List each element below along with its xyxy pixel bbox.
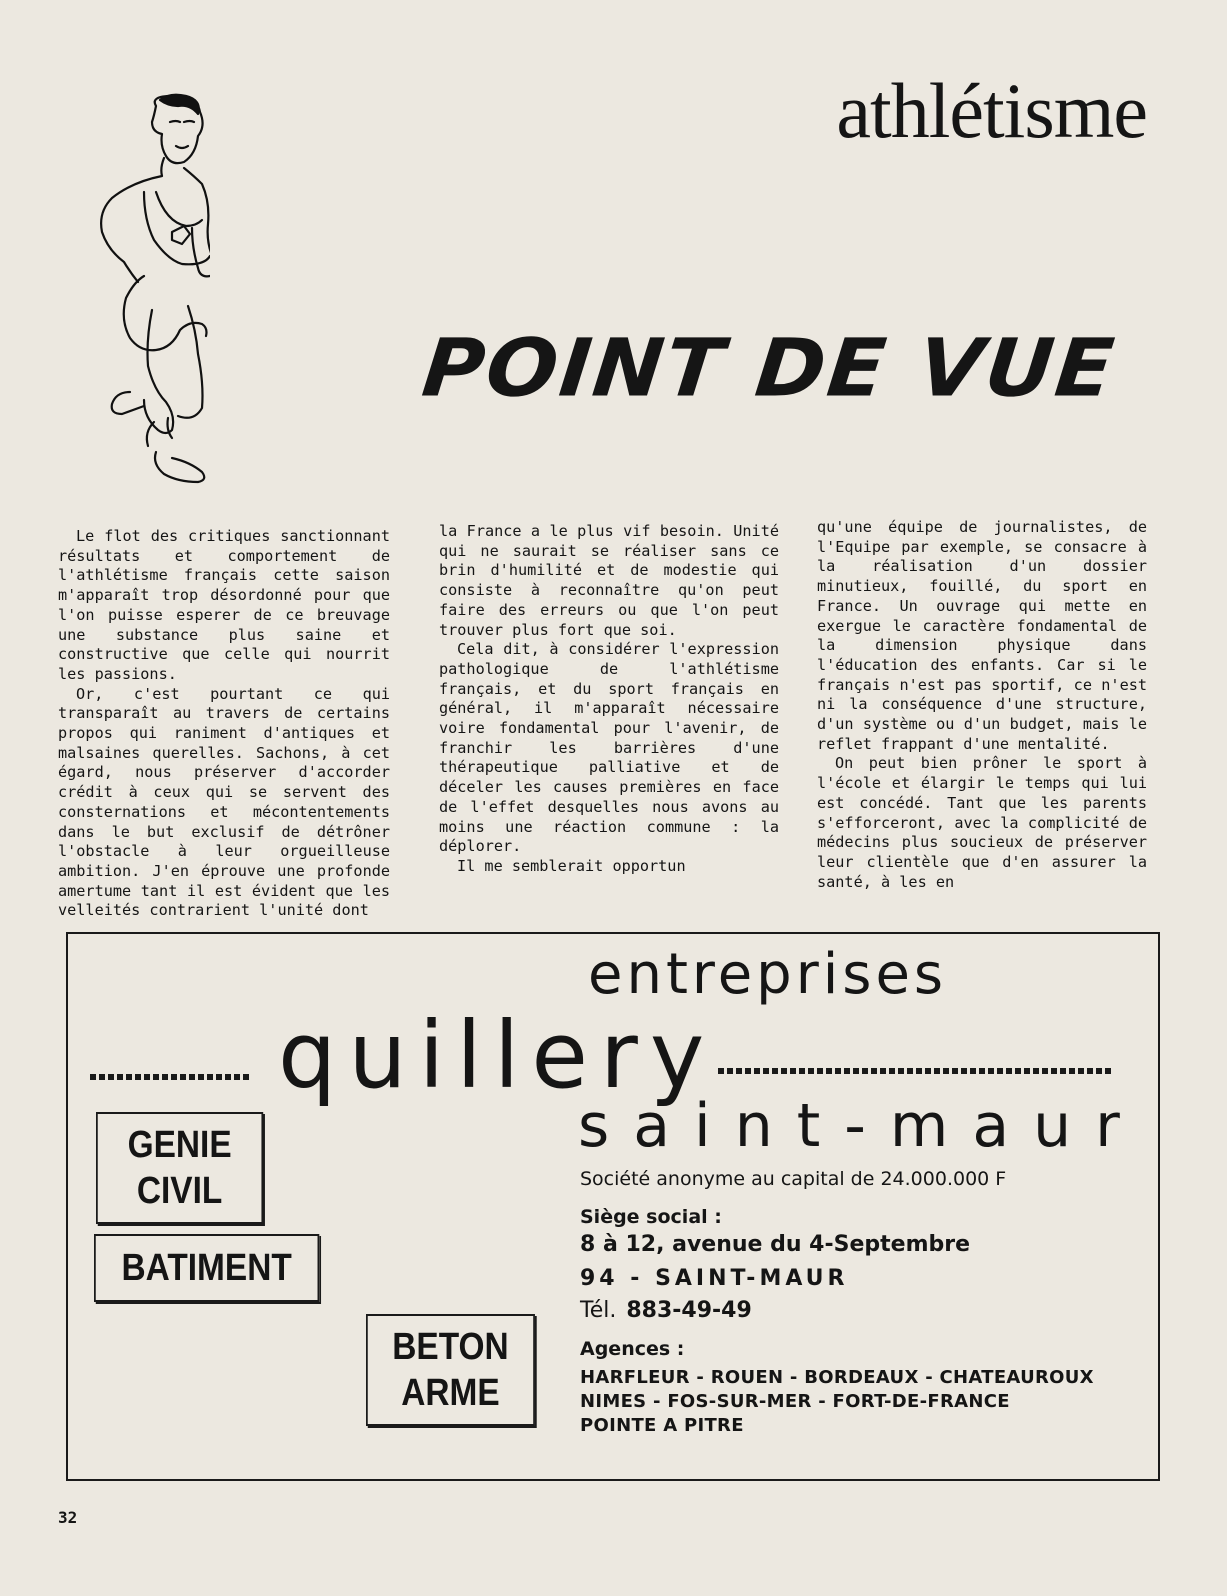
paragraph: qu'une équipe de journalistes, de l'Equipe par exemple, se consacre à la réalisation d'un dossier minutieux, fouillé, du sport en France. Un ouvrage qui mette en exergue le caractère fondamental de la dimension physique dans l'éducation des enfants. Car si le français n'est pas sportif, ce n'est ni la conséquence d'une structure, d'un système ou d'un budget, mais le reflet frappant d'une mentalité. — [817, 518, 1147, 753]
paragraph: Or, c'est pourtant ce qui transparaît au travers de certains propos qui raniment d'antiques et malsaines querelles. Sachons, à cet égard, nous préserver d'accorder crédit à ceux qui se servent des consternations et mécontentements dans le but exclusif de détrôner l'obstacle à leur orgueilleuse ambition. J'en éprouve une profonde amertume tant il est évident que les velleités contrarient l'unité dont — [58, 684, 390, 920]
paragraph: Il me semblerait opportun — [457, 856, 686, 875]
box-line: ARME — [401, 1372, 500, 1414]
ad-capital: Société anonyme au capital de 24.000.000 F — [580, 1168, 1007, 1190]
section-title: athlétisme — [836, 67, 1147, 154]
paragraph: Le flot des critiques sanctionnant résultats et comportement de l'athlétisme français cette saison m'apparaît trop désordonné pour que l'on puisse esperer de ce breuvage une substance plus saine et constructive que celle qui nourrit les passions. — [58, 527, 390, 683]
paragraph: Cela dit, à considérer l'expression pathologique de l'athlétisme français, et du sport français en général, il m'apparaît nécessaire voire fondamental pour l'avenir, de franchir les barrières d'une thérapeutique palliative et de déceler les causes premières en face de l'effet desquelles nous avons au moins une réaction commune : la déplorer. — [439, 640, 779, 856]
ad-agencies — [580, 1366, 1094, 1438]
paragraph: la France a le plus vif besoin. Unité qui ne saurait se réaliser sans ce brin d'humilité et de modestie qui consiste à reconnaître qu'on peut faire des erreurs ou que l'on peut trouver plus fort que soi. — [439, 522, 779, 639]
ad-brand: quillery — [278, 1002, 717, 1109]
ad-telephone — [580, 1298, 752, 1323]
paragraph: On peut bien prôner le sport à l'école et élargir le temps qui lui est concédé. Tant que les parents s'efforceront, avec la complicité de médecins plus soucieux de préserver leur clientèle que d'en assurer la santé, à les en — [817, 754, 1147, 891]
box-line: GENIE — [127, 1124, 232, 1166]
agency-line: NIMES - FOS-SUR-MER - FORT-DE-FRANCE — [580, 1391, 1010, 1412]
headline: POINT DE VUE — [418, 321, 1120, 415]
box-line: CIVIL — [136, 1170, 223, 1212]
box-line: BATIMENT — [121, 1247, 292, 1289]
box-beton-arme — [366, 1314, 535, 1426]
advertisement — [66, 932, 1160, 1481]
box-line: BETON — [392, 1326, 509, 1368]
article-column-3 — [817, 518, 1147, 892]
ad-postal: 94 - SAINT-MAUR — [580, 1266, 849, 1291]
box-batiment — [94, 1234, 319, 1302]
page-number: 32 — [58, 1508, 78, 1527]
runner-icon — [60, 92, 210, 502]
divider — [718, 1068, 1114, 1074]
ad-city: saint-maur — [578, 1091, 1144, 1161]
ad-siege-label: Siège social : — [580, 1206, 722, 1228]
ad-tel-number: 883-49-49 — [626, 1298, 752, 1323]
ad-agences-label: Agences : — [580, 1338, 685, 1360]
ad-address: 8 à 12, avenue du 4-Septembre — [580, 1232, 971, 1257]
ad-tagline: entreprises — [588, 942, 948, 1007]
agency-line: HARFLEUR - ROUEN - BORDEAUX - CHATEAUROUX — [580, 1367, 1094, 1388]
article-column-2 — [439, 522, 779, 877]
agency-line: POINTE A PITRE — [580, 1415, 744, 1436]
ad-tel-label: Tél. — [580, 1298, 617, 1323]
divider — [90, 1074, 250, 1080]
article-column-1 — [58, 527, 390, 921]
box-genie-civil — [96, 1112, 263, 1224]
